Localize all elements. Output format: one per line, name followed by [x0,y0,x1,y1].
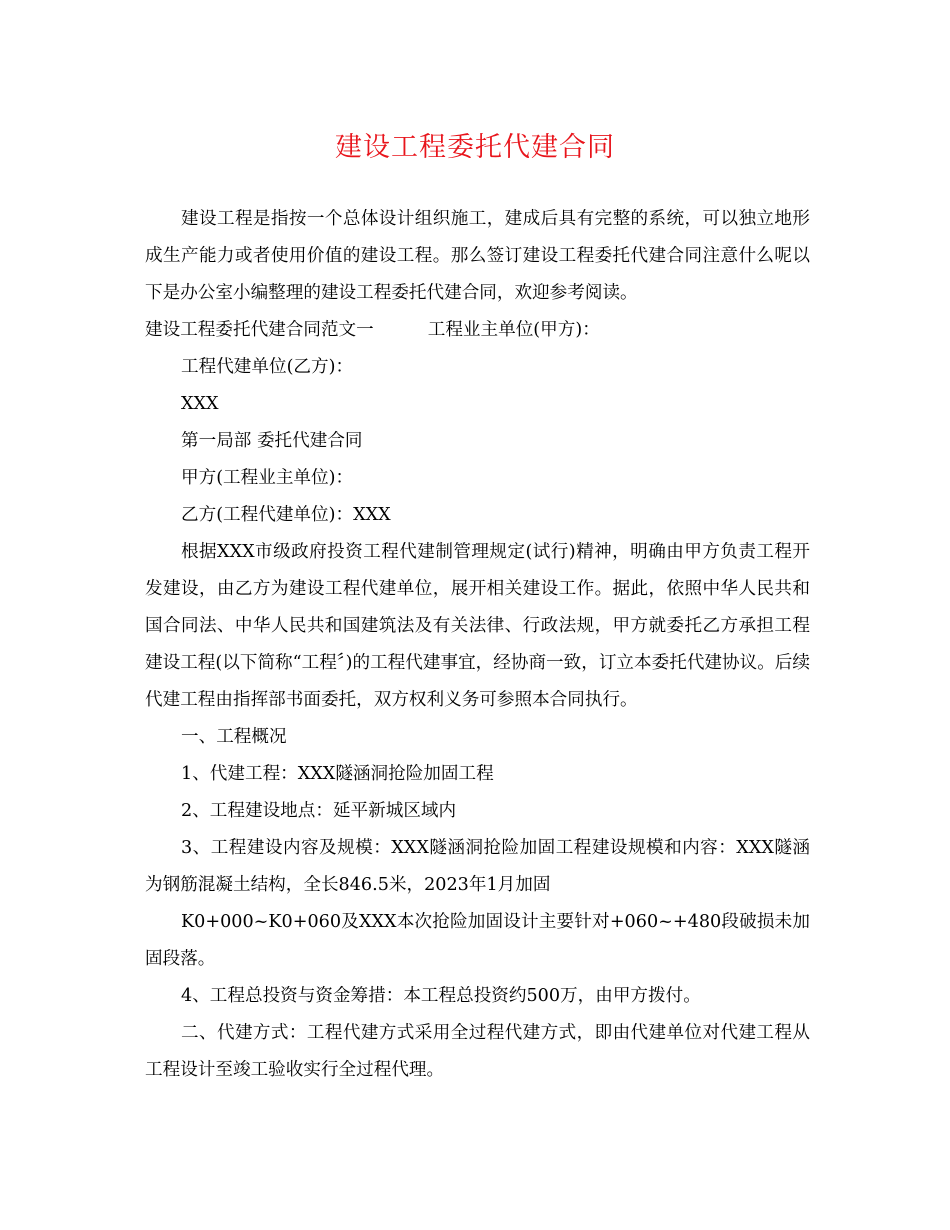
item-3: 3、工程建设内容及规模：XXX隧涵洞抢险加固工程建设规模和内容：XXX隧涵为钢筋混凝土结构，全长846.5米，2023年1月加固 [145,838,810,895]
basis-paragraph: 根据XXX市级政府投资工程代建制管理规定(试行)精神，明确由甲方负责工程开发建设，由乙方为建设工程代建单位，展开相关建设工作。据此，依照中华人民共和国合同法、中华人民共和国建筑法及有关法律、行政法规，甲方就委托乙方承担工程建设工程(以下简称“工程〞)的工程代建事宜，经协商一致，订立本委托代建协议。后续代建工程由指挥部书面委托，双方权利义务可参照本合同执行。 [145,542,810,710]
party-b-line: 乙方(工程代建单位)：XXX [181,505,391,525]
agent-unit-label: 工程代建单位(乙方)： [181,357,354,377]
item-2: 2、工程建设地点：延平新城区域内 [181,801,457,821]
agent-unit-value: XXX [181,394,219,414]
item-1: 1、代建工程：XXX隧涵洞抢险加固工程 [181,764,494,784]
owner-unit-label: 工程业主单位(甲方)： [427,320,600,340]
sample-heading-line [145,312,810,349]
document-body [145,201,810,1089]
intro-paragraph: 建设工程是指按一个总体设计组织施工，建成后具有完整的系统，可以独立地形成生产能力或者使用价值的建设工程。那么签订建设工程委托代建合同注意什么呢以下是办公室小编整理的建设工程委托代建合同，欢迎参考阅读。 [145,209,810,303]
document-title: 建设工程委托代建合同 [335,132,615,163]
item-4: 4、工程总投资与资金筹措：本工程总投资约500万，由甲方拨付。 [181,986,701,1006]
part-one-heading: 第一局部 委托代建合同 [181,431,363,451]
section-two-paragraph: 二、代建方式：工程代建方式采用全过程代建方式，即由代建单位对代建工程从工程设计至竣工验收实行全过程代理。 [145,1023,810,1080]
party-a-line: 甲方(工程业主单位)： [181,468,354,488]
section-one-heading: 一、工程概况 [181,727,287,747]
item-3-continuation: K0+000~K0+060及XXX本次抢险加固设计主要针对+060~+480段破损未加固段落。 [145,912,810,969]
sample-heading: 建设工程委托代建合同范文一 [145,320,374,340]
